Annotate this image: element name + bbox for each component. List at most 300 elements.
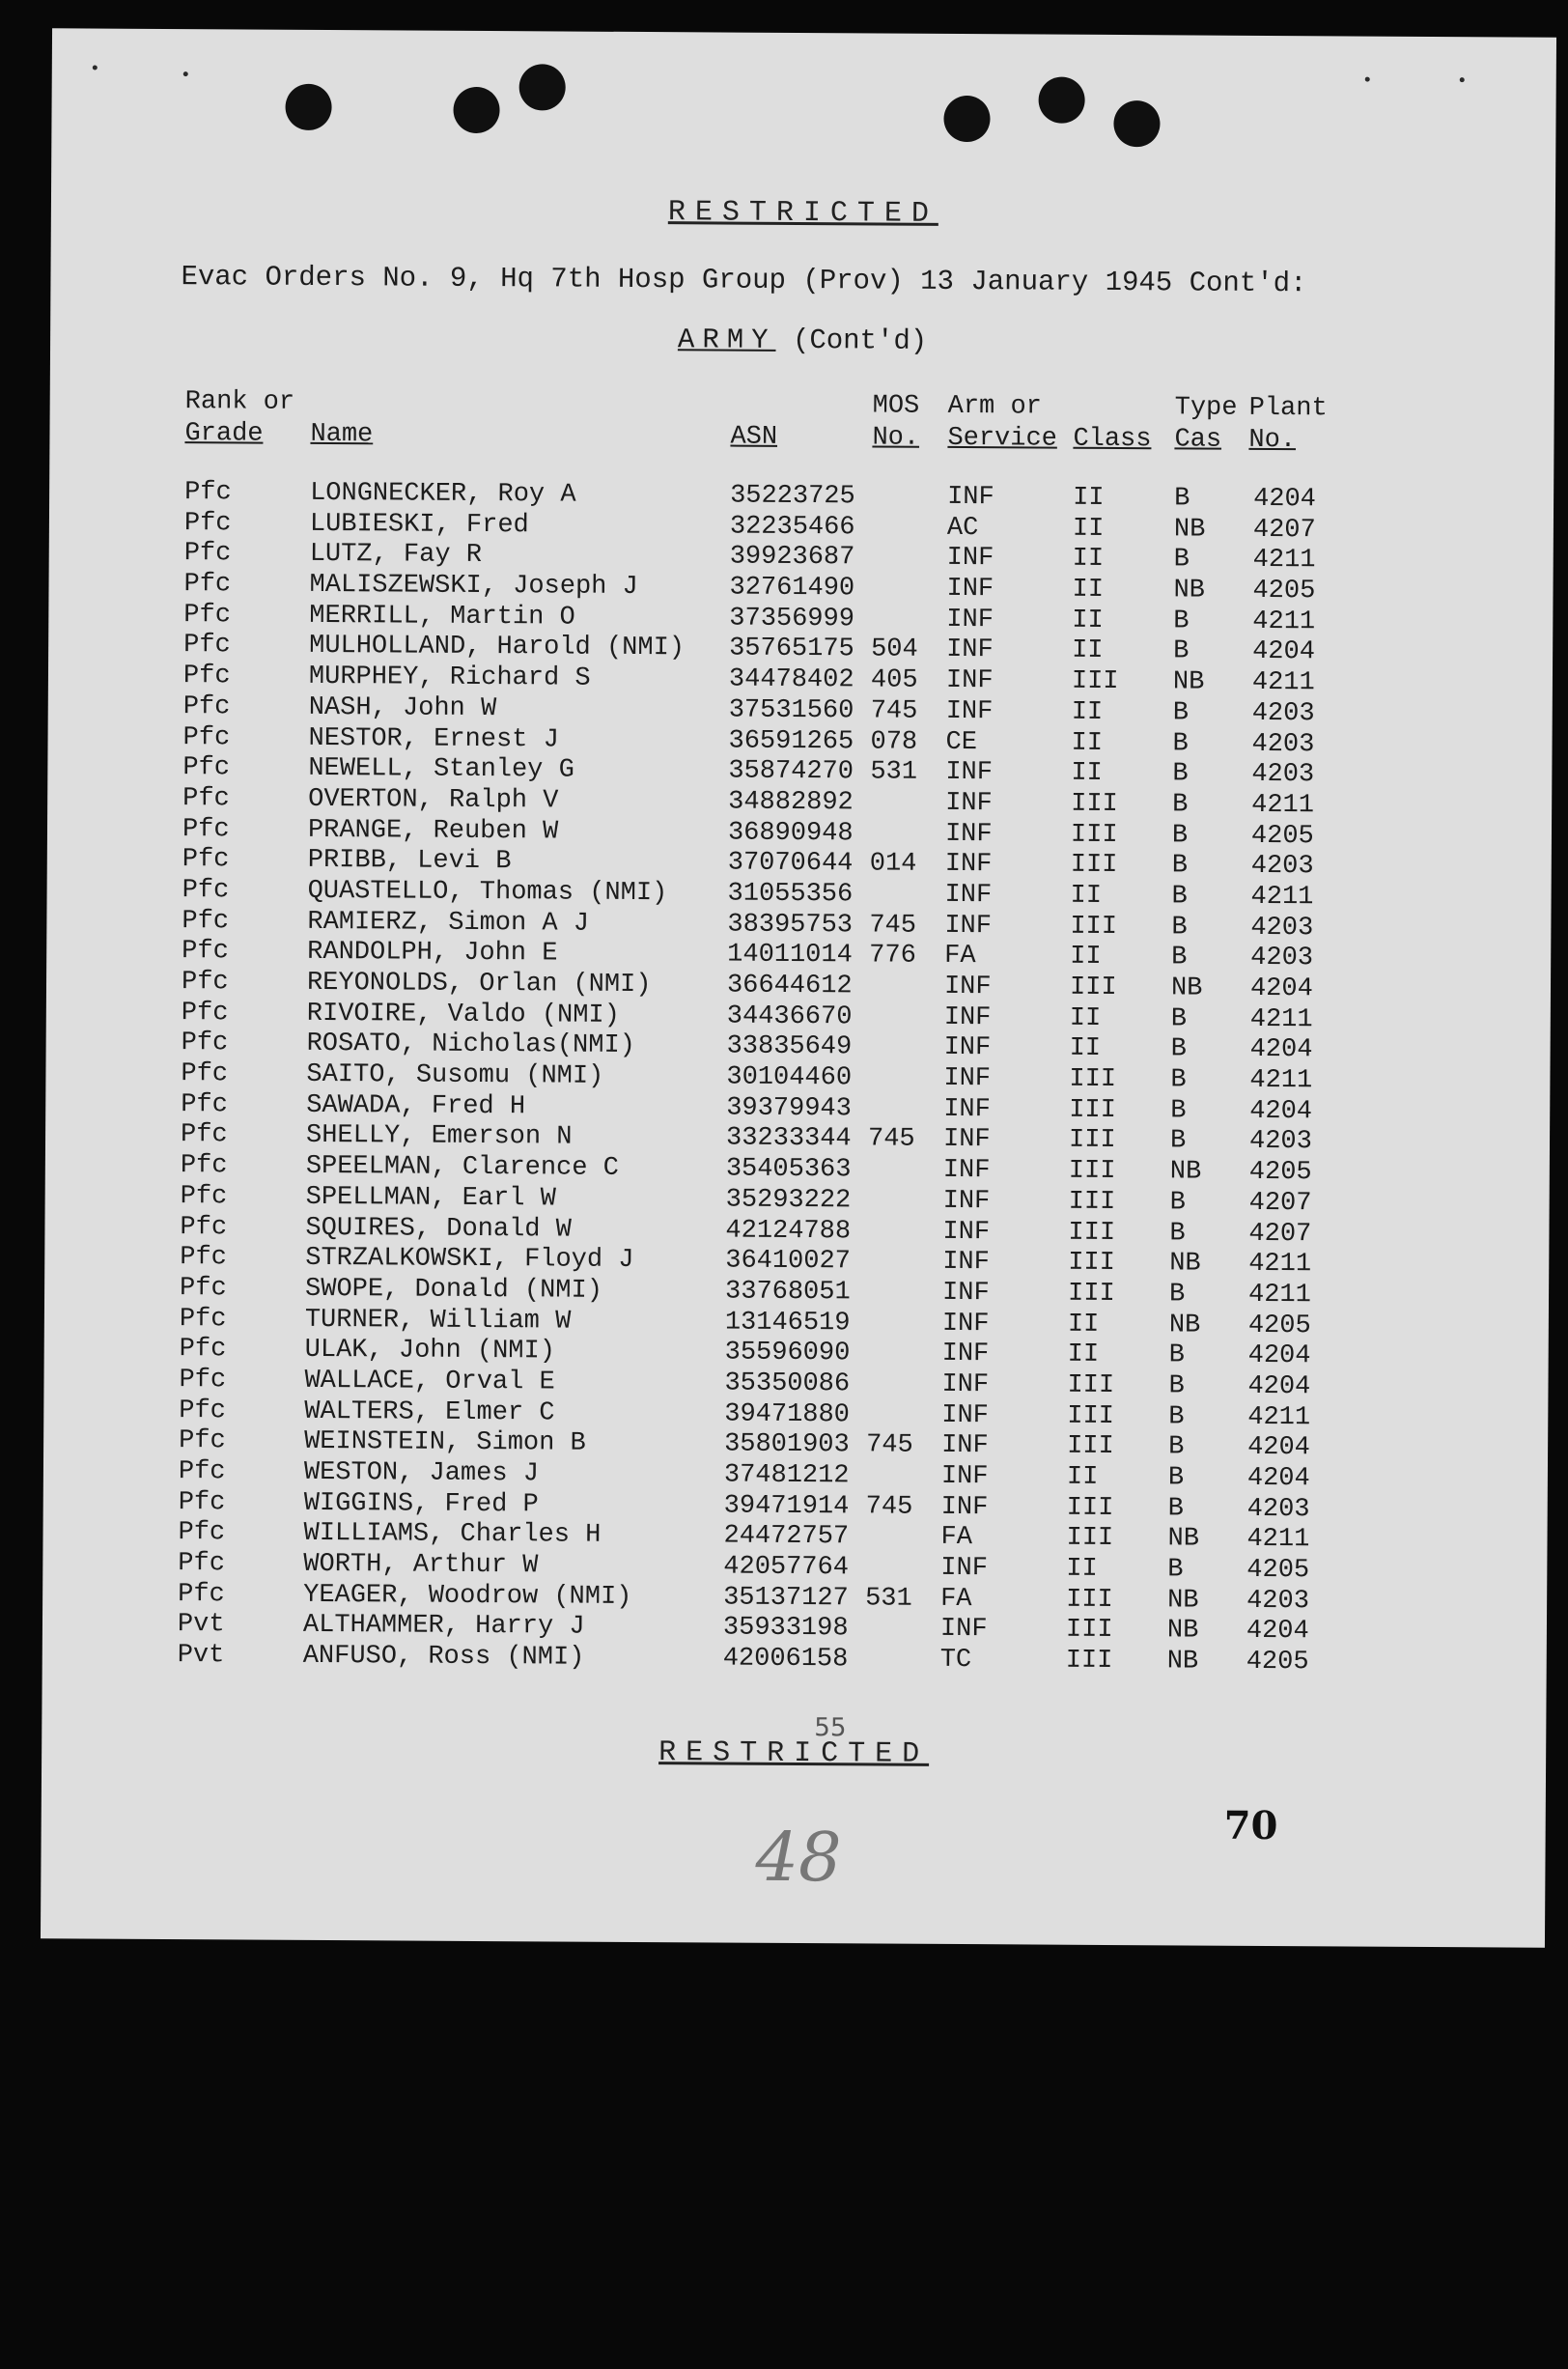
cell-class: II (1071, 697, 1104, 727)
cell-cas: NB (1169, 1157, 1202, 1187)
cell-cas: B (1169, 1218, 1186, 1248)
cell-plant: 4204 (1246, 1617, 1309, 1647)
cell-plant: 4204 (1249, 1035, 1313, 1065)
cell-name: MULHOLLAND, Harold (NMI) (309, 632, 686, 663)
cell-rank: Pfc (180, 1120, 228, 1150)
cell-cas: NB (1167, 1586, 1199, 1616)
cell-arm: INF (941, 1278, 990, 1309)
cell-rank: Pfc (179, 1426, 226, 1456)
col-header-rank-line2: Grade (184, 419, 264, 449)
cell-mos: 745 (870, 696, 918, 726)
col-header-mos (872, 390, 919, 454)
cell-arm: INF (940, 1492, 989, 1522)
cell-arm: INF (944, 850, 993, 880)
cell-asn: 35596090 (724, 1338, 851, 1368)
pencil-mark-bottom: 48 (755, 1817, 842, 1898)
cell-cas: B (1171, 851, 1189, 881)
cell-arm: INF (943, 972, 992, 1002)
cell-asn: 35765175 (729, 634, 854, 664)
cell-rank: Pfc (181, 1059, 229, 1089)
cell-class: III (1069, 1095, 1116, 1125)
cell-class: III (1068, 1218, 1116, 1248)
cell-arm: INF (943, 1094, 991, 1124)
cell-class: III (1070, 850, 1118, 881)
cell-class: II (1070, 881, 1103, 911)
cell-class: III (1066, 1493, 1114, 1523)
cell-name: ROSATO, Nicholas(NMI) (306, 1029, 635, 1061)
cell-arm: INF (946, 635, 994, 665)
cell-name: QUASTELLO, Thomas (NMI) (307, 876, 668, 909)
cell-plant: 4203 (1250, 913, 1314, 943)
cell-asn: 24472757 (723, 1521, 850, 1552)
col-header-asn (730, 390, 777, 454)
cell-plant: 4203 (1248, 1127, 1312, 1157)
cell-name: WESTON, James J (303, 1457, 540, 1489)
cell-class: II (1070, 943, 1102, 973)
cell-arm: INF (942, 1186, 991, 1217)
cell-class: III (1065, 1616, 1113, 1646)
col-header-asn-label: ASN (730, 422, 778, 452)
cell-plant: 4211 (1249, 1004, 1313, 1034)
cell-rank: Pfc (179, 1273, 227, 1304)
cell-class: II (1073, 483, 1105, 513)
cell-asn: 39923687 (729, 542, 855, 573)
cell-rank: Pfc (178, 1579, 225, 1610)
cell-mos: 745 (869, 911, 917, 941)
cell-rank: Pfc (182, 662, 231, 691)
cell-class: III (1068, 1248, 1115, 1279)
cell-mos: 745 (865, 1492, 913, 1522)
cell-arm: INF (940, 1553, 989, 1584)
cell-plant: 4211 (1252, 606, 1316, 637)
col-header-cas-line2: Cas (1174, 425, 1222, 455)
cell-mos: 014 (869, 849, 917, 879)
col-header-class-label: Class (1073, 424, 1152, 455)
cell-rank: Pvt (177, 1641, 225, 1671)
cell-rank: Pfc (179, 1335, 227, 1365)
cell-asn: 39471914 (723, 1491, 850, 1522)
cell-class: III (1066, 1524, 1114, 1554)
cell-plant: 4211 (1251, 667, 1315, 698)
cell-arm: INF (941, 1340, 990, 1369)
cell-cas: NB (1173, 515, 1206, 545)
cell-rank: Pfc (182, 814, 230, 844)
col-header-plant (1248, 393, 1327, 457)
col-header-rank-line1: Rank or (184, 387, 295, 417)
cell-mos: 078 (870, 726, 918, 757)
cell-name: NASH, John W (308, 692, 497, 723)
cell-asn: 33233344 (725, 1123, 852, 1154)
cell-name: WEINSTEIN, Simon B (304, 1427, 586, 1458)
cell-plant: 4211 (1248, 1250, 1312, 1280)
speck (1460, 77, 1465, 82)
cell-plant: 4211 (1250, 882, 1314, 913)
cell-arm: INF (945, 696, 994, 727)
cell-cas: B (1170, 1096, 1187, 1126)
cell-rank: Pfc (178, 1518, 226, 1548)
cell-rank: Pfc (182, 876, 230, 906)
cell-plant: 4203 (1246, 1494, 1310, 1524)
col-header-plant-line2: No. (1248, 425, 1297, 456)
cell-plant: 4204 (1247, 1371, 1311, 1402)
cell-cas: B (1170, 1034, 1187, 1064)
cell-arm: INF (946, 605, 994, 635)
cell-plant: 4204 (1253, 484, 1317, 515)
cell-asn: 38395753 (727, 910, 854, 940)
cell-cas: NB (1167, 1524, 1200, 1554)
cell-name: WILLIAMS, Charles H (303, 1519, 602, 1551)
cell-cas: B (1168, 1280, 1186, 1310)
cell-class: III (1065, 1646, 1113, 1677)
cell-asn: 35801903 (724, 1429, 850, 1460)
cell-name: ANFUSO, Ross (NMI) (302, 1642, 585, 1673)
cell-cas: NB (1168, 1310, 1201, 1340)
cell-asn: 32761490 (729, 573, 855, 604)
punch-hole (285, 84, 331, 130)
cell-plant: 4207 (1248, 1188, 1312, 1219)
cell-cas: B (1168, 1401, 1185, 1432)
cell-class: II (1066, 1462, 1099, 1492)
cell-arm: INF (946, 574, 994, 605)
cell-rank: Pfc (183, 508, 232, 539)
cell-plant: 4205 (1246, 1555, 1310, 1586)
cell-arm: INF (942, 1217, 991, 1247)
cell-cas: B (1174, 484, 1190, 514)
cell-class: II (1072, 545, 1105, 575)
cell-arm: INF (941, 1309, 990, 1339)
cell-arm: INF (941, 1400, 989, 1430)
cell-arm: INF (943, 1002, 992, 1032)
cell-mos: 531 (865, 1584, 912, 1614)
cell-cas: NB (1169, 1249, 1201, 1279)
cell-name: YEAGER, Woodrow (NMI) (303, 1580, 632, 1612)
cell-cas: B (1167, 1463, 1185, 1493)
cell-class: III (1067, 1401, 1114, 1431)
cell-rank: Pfc (178, 1549, 226, 1579)
classification-bottom: RESTRICTED (658, 1736, 930, 1771)
cell-name: WALLACE, Orval E (304, 1366, 555, 1397)
cell-plant: 4204 (1246, 1463, 1310, 1494)
cell-asn: 35933198 (722, 1613, 849, 1644)
cell-cas: B (1170, 1065, 1187, 1095)
cell-name: LUTZ, Fay R (309, 540, 483, 571)
cell-rank: Pfc (180, 1243, 227, 1273)
cell-name: SQUIRES, Donald W (305, 1213, 573, 1245)
cell-name: REYONOLDS, Orlan (NMI) (306, 968, 652, 1001)
cell-rank: Pfc (181, 1089, 228, 1120)
cell-arm: INF (944, 819, 993, 849)
speck (1365, 77, 1370, 82)
personnel-table (42, 477, 1554, 1679)
cell-arm: INF (941, 1431, 989, 1461)
cell-class: II (1067, 1310, 1100, 1340)
cell-asn: 35405363 (725, 1154, 852, 1185)
pencil-mark-top: 55 (814, 1713, 847, 1743)
cell-asn: 33835649 (726, 1031, 853, 1062)
col-header-arm-line2: Service (947, 423, 1057, 454)
cell-rank: Pfc (183, 631, 231, 661)
cell-cas: B (1171, 820, 1189, 851)
cell-rank: Pfc (180, 1151, 228, 1181)
cell-class: III (1071, 666, 1119, 697)
cell-class: II (1072, 514, 1105, 544)
col-header-plant-line1: Plant (1248, 393, 1328, 424)
cell-rank: Pfc (178, 1457, 226, 1487)
cell-arm: INF (943, 1033, 992, 1063)
col-header-cas-line1: Type (1174, 393, 1238, 423)
cell-cas: NB (1166, 1616, 1199, 1646)
cell-arm: INF (943, 1063, 992, 1094)
cell-plant: 4211 (1246, 1525, 1310, 1555)
cell-class: III (1068, 1156, 1116, 1187)
cell-asn: 13146519 (724, 1308, 851, 1338)
cell-cas: B (1171, 943, 1188, 973)
col-header-mos-line1: MOS (872, 391, 920, 421)
cell-class: II (1066, 1554, 1098, 1584)
cell-class: III (1067, 1279, 1115, 1309)
cell-asn: 39379943 (726, 1093, 852, 1124)
cell-name: SAITO, Susomu (NMI) (306, 1059, 604, 1091)
cell-class: II (1072, 636, 1104, 666)
cell-cas: NB (1166, 1647, 1199, 1677)
cell-class: III (1069, 1064, 1117, 1095)
cell-asn: 42006158 (722, 1644, 849, 1675)
cell-plant: 4207 (1252, 515, 1316, 545)
cell-arm: INF (944, 911, 993, 941)
cell-rank: Pfc (180, 1212, 228, 1242)
cell-class: II (1072, 575, 1105, 605)
section-heading (50, 320, 1554, 361)
cell-plant: 4205 (1252, 576, 1316, 606)
cell-name: SWOPE, Donald (NMI) (304, 1274, 603, 1306)
cell-name: MALISZEWSKI, Joseph J (309, 570, 638, 603)
cell-name: SHELLY, Emerson N (305, 1121, 573, 1153)
cell-rank: Pfc (183, 539, 232, 569)
cell-name: RAMIERZ, Simon A J (307, 907, 590, 939)
cell-cas: B (1172, 759, 1189, 789)
cell-class: III (1068, 1126, 1116, 1156)
cell-plant: 4211 (1247, 1402, 1311, 1432)
cell-arm: AC (946, 513, 979, 543)
cell-plant: 4204 (1249, 973, 1313, 1004)
cell-arm: FA (944, 942, 976, 972)
cell-plant: 4204 (1249, 1096, 1313, 1127)
cell-cas: B (1169, 1126, 1187, 1156)
cell-arm: INF (945, 758, 994, 788)
cell-asn: 35293222 (725, 1185, 852, 1216)
cell-class: II (1071, 758, 1103, 789)
cell-rank: Pfc (178, 1487, 226, 1518)
cell-name: ALTHAMMER, Harry J (302, 1611, 585, 1643)
cell-asn: 30104460 (726, 1062, 853, 1093)
cell-class: III (1067, 1370, 1115, 1400)
cell-rank: Pfc (184, 478, 232, 508)
cell-rank: Pfc (182, 783, 230, 814)
cell-cas: B (1169, 1188, 1186, 1218)
cell-arm: FA (940, 1523, 973, 1553)
cell-rank: Pfc (181, 1029, 229, 1058)
cell-plant: 4211 (1252, 546, 1316, 576)
cell-plant: 4203 (1251, 698, 1315, 729)
cell-arm: TC (939, 1646, 972, 1676)
cell-arm: INF (947, 482, 994, 513)
cell-cas: B (1167, 1555, 1184, 1585)
cell-name: PRANGE, Reuben W (307, 815, 559, 847)
cell-arm: INF (945, 666, 994, 696)
cell-cas: NB (1172, 667, 1205, 697)
cell-rank: Pfc (182, 722, 231, 752)
cell-cas: B (1170, 1004, 1188, 1034)
cell-asn: 31055356 (727, 879, 854, 910)
cell-plant: 4205 (1250, 821, 1314, 851)
cell-arm: INF (940, 1461, 989, 1492)
cell-name: MERRILL, Martin O (309, 601, 575, 633)
cell-rank: Pfc (183, 570, 232, 600)
cell-asn: 34478402 (728, 664, 854, 695)
cell-plant: 4204 (1247, 1341, 1311, 1371)
col-header-arm (947, 391, 1057, 456)
cell-name: LUBIESKI, Fred (309, 509, 529, 540)
cell-cas: B (1171, 912, 1188, 943)
cell-cas: B (1173, 545, 1190, 575)
cell-plant: 4211 (1249, 1065, 1313, 1096)
classification-top: RESTRICTED (667, 196, 939, 231)
cell-class: II (1071, 728, 1104, 758)
cell-asn: 42057764 (723, 1552, 850, 1583)
cell-cas: B (1172, 790, 1189, 820)
speck (93, 66, 98, 71)
cell-class: II (1072, 606, 1104, 635)
col-header-cas (1174, 392, 1237, 456)
cell-rank: Pfc (182, 691, 231, 722)
cell-asn: 42124788 (725, 1216, 852, 1246)
cell-name: MURPHEY, Richard S (308, 663, 591, 693)
cell-cas: B (1173, 606, 1190, 636)
cell-rank: Pfc (180, 1181, 228, 1212)
cell-arm: INF (945, 788, 993, 819)
page-number: 70 (1223, 1802, 1278, 1849)
cell-cas: B (1168, 1340, 1185, 1370)
cell-mos: 745 (867, 1124, 915, 1155)
punch-hole (519, 64, 566, 110)
cell-class: III (1067, 1432, 1114, 1462)
cell-mos: 504 (871, 635, 918, 665)
cell-rank: Pfc (182, 937, 229, 967)
cell-name: LONGNECKER, Roy A (310, 478, 576, 510)
cell-mos: 776 (869, 941, 916, 972)
cell-plant: 4211 (1251, 790, 1315, 821)
cell-name: SPEELMAN, Clarence C (305, 1152, 620, 1183)
cell-arm: FA (940, 1584, 972, 1614)
cell-class: III (1071, 789, 1118, 819)
col-header-arm-line1: Arm or (947, 391, 1042, 422)
cell-cas: B (1168, 1371, 1185, 1401)
cell-asn: 34436670 (726, 1001, 853, 1032)
cell-cas: NB (1170, 973, 1203, 1003)
cell-rank: Pfc (182, 845, 230, 875)
cell-rank: Pfc (181, 998, 229, 1029)
speck (183, 71, 188, 76)
cell-plant: 4204 (1252, 637, 1316, 667)
cell-plant: 4203 (1251, 729, 1315, 759)
cell-mos: 531 (870, 757, 918, 787)
cell-cas: B (1172, 728, 1189, 758)
cell-asn: 36591265 (728, 726, 854, 756)
cell-cas: B (1168, 1432, 1185, 1462)
cell-name: NEWELL, Stanley G (308, 754, 574, 785)
cell-plant: 4203 (1246, 1586, 1310, 1616)
cell-asn: 36644612 (726, 971, 853, 1001)
cell-name: TURNER, William W (304, 1305, 572, 1337)
cell-arm: INF (941, 1369, 990, 1400)
cell-mos: 745 (866, 1430, 913, 1461)
cell-plant: 4207 (1248, 1219, 1312, 1249)
section-suffix: (Cont'd) (792, 324, 928, 357)
cell-name: STRZALKOWSKI, Floyd J (305, 1244, 634, 1276)
cell-rank: Pfc (179, 1396, 227, 1426)
cell-rank: Pfc (182, 753, 231, 783)
cell-class: III (1070, 820, 1118, 850)
cell-cas: B (1167, 1494, 1185, 1524)
cell-name: ULAK, John (NMI) (304, 1336, 556, 1367)
cell-asn: 36410027 (725, 1246, 851, 1277)
cell-asn: 32235466 (729, 512, 855, 543)
cell-cas: NB (1173, 576, 1206, 606)
cell-plant: 4203 (1250, 852, 1314, 882)
cell-class: II (1069, 1034, 1102, 1064)
cell-rank: Pfc (179, 1366, 227, 1396)
cell-plant: 4211 (1247, 1280, 1311, 1311)
cell-asn: 14011014 (727, 940, 853, 971)
cell-rank: Pfc (181, 968, 229, 998)
cell-plant: 4205 (1248, 1157, 1312, 1188)
cell-name: WIGGINS, Fred P (303, 1488, 539, 1520)
col-header-mos-line2: No. (872, 423, 920, 453)
cell-asn: 33768051 (724, 1277, 851, 1308)
cell-arm: INF (942, 1156, 991, 1186)
col-header-class (1073, 392, 1151, 456)
cell-plant: 4204 (1247, 1433, 1311, 1463)
cell-arm: INF (946, 544, 994, 574)
cell-arm: INF (939, 1615, 988, 1645)
punch-hole (453, 87, 499, 133)
punch-hole (1113, 100, 1160, 147)
cell-cas: B (1173, 636, 1190, 666)
cell-name: RIVOIRE, Valdo (NMI) (306, 999, 620, 1030)
cell-plant: 4205 (1246, 1647, 1309, 1678)
cell-plant: 4203 (1250, 944, 1314, 973)
cell-plant: 4205 (1247, 1311, 1311, 1340)
col-header-name (310, 387, 373, 451)
cell-mos: 405 (870, 665, 918, 695)
col-header-rank (184, 386, 294, 451)
cell-cas: B (1172, 698, 1190, 728)
cell-class: II (1069, 1003, 1102, 1033)
cell-arm: INF (942, 1248, 990, 1278)
col-header-name-label: Name (310, 419, 374, 450)
section-title: ARMY (677, 324, 776, 356)
cell-asn: 37070644 (727, 848, 854, 879)
cell-asn: 35137127 (723, 1583, 849, 1614)
cell-plant: 4203 (1251, 760, 1315, 790)
cell-name: RANDOLPH, John E (307, 938, 558, 969)
cell-name: SPELLMAN, Earl W (305, 1182, 557, 1214)
cell-rank: Pfc (182, 906, 230, 937)
cell-class: III (1066, 1585, 1113, 1615)
punch-hole (1038, 77, 1084, 124)
cell-arm: CE (945, 727, 978, 757)
cell-name: WORTH, Arthur W (303, 1549, 539, 1581)
